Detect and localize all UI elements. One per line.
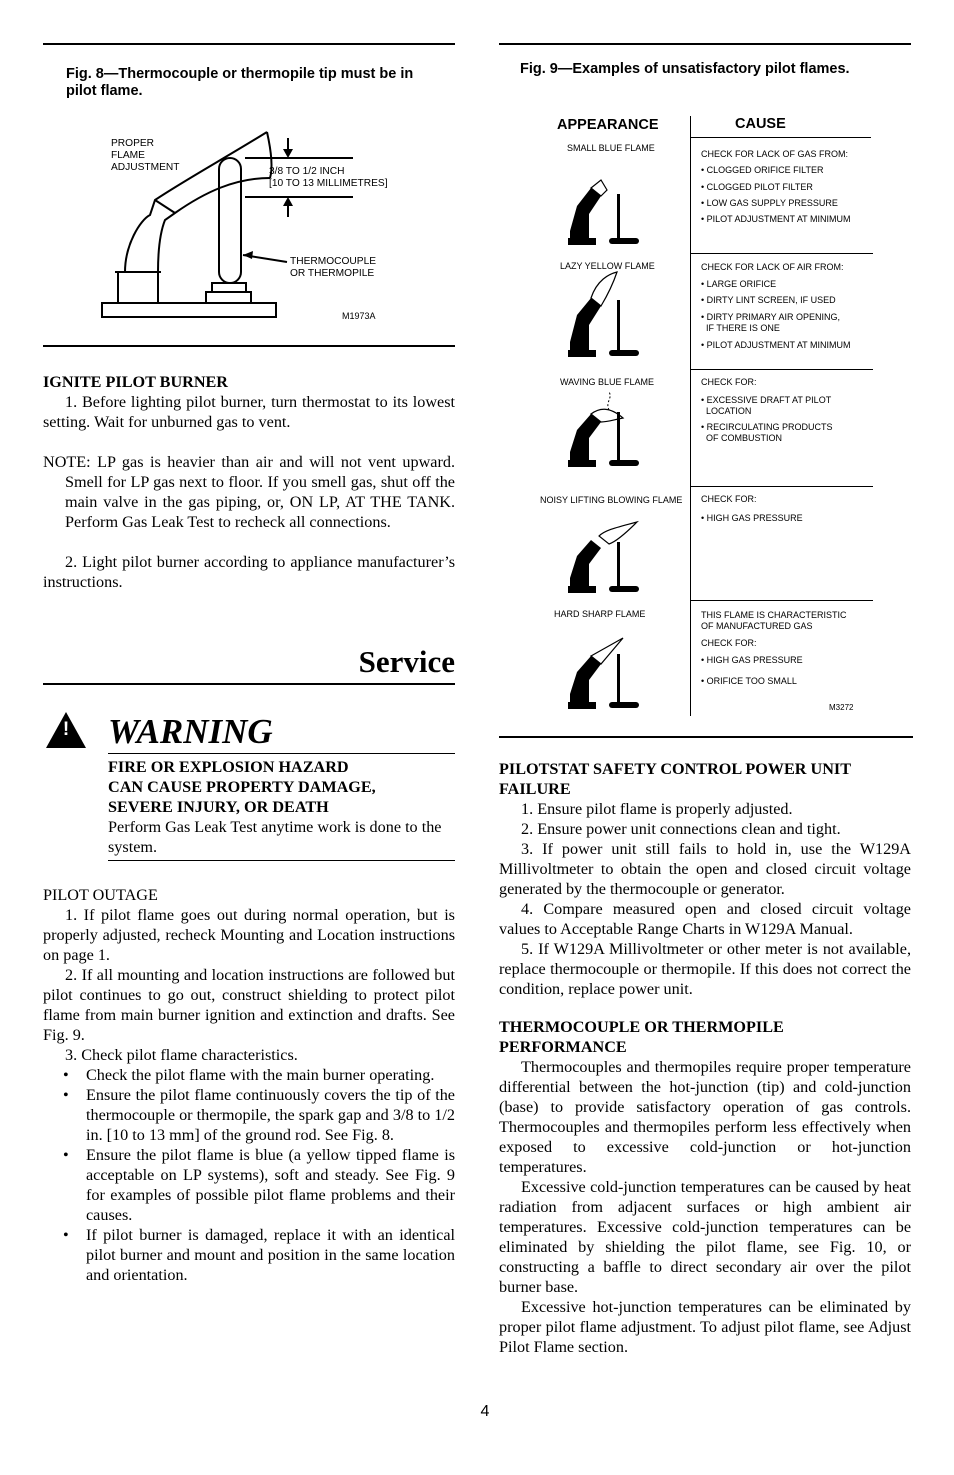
fig9-burner-lazy-yellow bbox=[565, 270, 645, 360]
bullet-dot: • bbox=[63, 1146, 69, 1164]
ignite-note-lead: NOTE: bbox=[43, 453, 91, 471]
performance-paragraph-3: Excessive hot-junction temperatures can be eliminated by proper pilot flame adjustment. To adjust pilot flame, see Adjust Pilot Flame section. bbox=[499, 1298, 911, 1356]
outage-bullet bbox=[43, 1085, 455, 1145]
warning-hazard-2: CAN CAUSE PROPERTY DAMAGE, bbox=[108, 778, 376, 796]
ignite-section bbox=[43, 372, 455, 592]
fig9-burner-noisy-lifting bbox=[565, 516, 645, 596]
fig9-cause-list: CHECK FOR LACK OF AIR FROM: • LARGE ORIFICE • DIRTY LINT SCREEN, IF USED • DIRTY PRIMARY AIR OPENING, IF THERE IS ONE • PILOT ADJUSTMENT AT MINIMUM bbox=[701, 262, 851, 350]
fig9-burner-hard-sharp bbox=[565, 632, 645, 712]
fig9-flame-label: NOISY LIFTING BLOWING FLAME bbox=[540, 495, 683, 505]
fig9-burner-small-blue bbox=[565, 176, 645, 246]
warning-top-rule bbox=[108, 753, 455, 754]
service-title: Service bbox=[358, 644, 455, 679]
fig8-caption: Fig. 8—Thermocouple or thermopile tip must be in pilot flame. bbox=[66, 66, 414, 99]
fig9-col-cause: CAUSE bbox=[735, 116, 786, 132]
bullet-dot: • bbox=[63, 1086, 69, 1104]
warning-text: Perform Gas Leak Test anytime work is done to the system. bbox=[108, 818, 442, 856]
fig9-row-rule bbox=[691, 369, 873, 370]
fig8-code: M1973A bbox=[342, 311, 376, 321]
performance-heading-1: THERMOCOUPLE OR THERMOPILE bbox=[499, 1018, 784, 1036]
outage-bullet bbox=[43, 1225, 455, 1285]
bullet-dot: • bbox=[63, 1226, 69, 1244]
fig9-cause-list: THIS FLAME IS CHARACTERISTIC OF MANUFACTURED GAS CHECK FOR: • HIGH GAS PRESSURE • ORIFICE TOO SMALL bbox=[701, 610, 847, 686]
performance-paragraph-2: Excessive cold-junction temperatures can be caused by heat radiation from adjacent surfaces or high ambient air temperatures. Excessive cold-junction temperatures can be eliminated by shielding the pilot flame, see Fig. 10, or constructing a baffle to direct secondary air over the pilot burner base. bbox=[499, 1178, 911, 1296]
outage-step-1: 1. If pilot flame goes out during normal operation, but is properly adjusted, recheck Mounting and Location instructions on page 1. bbox=[43, 906, 455, 964]
fig8-label-flame: PROPER FLAME ADJUSTMENT bbox=[111, 138, 180, 173]
outage-bullet-text: If pilot burner is damaged, replace it with an identical pilot burner and mount and position in the same location and orientation. bbox=[86, 1226, 455, 1284]
ignite-note bbox=[43, 452, 455, 532]
pilotstat-heading-1: PILOTSTAT SAFETY CONTROL POWER UNIT bbox=[499, 760, 851, 778]
outage-step-3: 3. Check pilot flame characteristics. bbox=[65, 1046, 298, 1064]
warning-icon-mark: ! bbox=[62, 719, 70, 740]
warning-title: WARNING bbox=[108, 712, 273, 751]
fig9-cause-list: CHECK FOR LACK OF GAS FROM: • CLOGGED ORIFICE FILTER • CLOGGED PILOT FILTER • LOW GAS SUPPLY PRESSURE • PILOT ADJUSTMENT AT MINIMUM bbox=[701, 149, 851, 225]
fig9-flame-label: WAVING BLUE FLAME bbox=[560, 377, 655, 387]
pilotstat-heading-2: FAILURE bbox=[499, 780, 571, 798]
ignite-note-text: LP gas is heavier than air and will not vent upward. Smell for LP gas next to floor. If you smell gas, shut off the main valve in the gas piping, or, ON LP, AT THE TANK. Perform Gas Leak Test to recheck all connections. bbox=[65, 453, 455, 531]
service-rule bbox=[43, 683, 455, 685]
fig9-cause-list: CHECK FOR: • EXCESSIVE DRAFT AT PILOT LOCATION • RECIRCULATING PRODUCTS OF COMBUSTION bbox=[701, 377, 833, 443]
fig8-bottom-rule bbox=[43, 345, 455, 347]
fig9-code: M3272 bbox=[829, 703, 854, 712]
warning-bottom-rule bbox=[108, 860, 455, 861]
fig8-top-rule bbox=[43, 43, 455, 45]
outage-bullet-text: Ensure the pilot flame is blue (a yellow tipped flame is acceptable on LP systems), soft and steady. See Fig. 9 for examples of possible pilot flame problems and their causes. bbox=[86, 1146, 455, 1224]
page-number: 4 bbox=[480, 1403, 490, 1420]
ignite-heading: IGNITE PILOT BURNER bbox=[43, 373, 229, 391]
fig9-caption: Fig. 9—Examples of unsatisfactory pilot flames. bbox=[520, 61, 850, 77]
performance-paragraph-1: Thermocouples and thermopiles require proper temperature differential between the hot-junction (tip) and cold-junction (base) to provide satisfactory operation of gas controls. Thermocouples and thermopiles perform less effectively when exposed to excessive cold-junction or hot-junction temperatures. bbox=[499, 1058, 911, 1176]
outage-heading: PILOT OUTAGE bbox=[43, 886, 158, 904]
fig9-flame-label: LAZY YELLOW FLAME bbox=[560, 261, 655, 271]
fig9-burner-waving-blue bbox=[565, 390, 645, 470]
warning-body bbox=[108, 757, 455, 857]
bullet-dot: • bbox=[63, 1066, 69, 1084]
fig9-row-rule bbox=[691, 486, 873, 487]
pilotstat-step-3: 3. If power unit still fails to hold in, use the W129A Millivoltmeter to obtain the open and closed circuit voltage generated by the thermocouple or generator. bbox=[499, 840, 911, 898]
fig9-flame-label: HARD SHARP FLAME bbox=[554, 609, 646, 619]
outage-step-2: 2. If all mounting and location instructions are followed but pilot continues to go out, construct shielding to protect pilot flame from main burner ignition and extinction and drafts. See Fig. 9. bbox=[43, 966, 455, 1044]
fig9-cause-list: CHECK FOR: • HIGH GAS PRESSURE bbox=[701, 494, 803, 523]
fig9-column-divider bbox=[690, 116, 691, 716]
outage-bullet-text: Ensure the pilot flame continuously covers the tip of the thermocouple or thermopile, the spark gap and 3/8 to 1/2 in. [10 to 13 mm] of the ground rod. See Fig. 8. bbox=[86, 1086, 455, 1144]
pilotstat-step-1: 1. Ensure pilot flame is properly adjusted. bbox=[521, 800, 793, 818]
warning-hazard-1: FIRE OR EXPLOSION HAZARD bbox=[108, 758, 349, 776]
pilotstat-section bbox=[499, 759, 911, 999]
pilotstat-step-4: 4. Compare measured open and closed circuit voltage values to Acceptable Range Charts in W129A Manual. bbox=[499, 900, 911, 938]
warning-hazard-3: SEVERE INJURY, OR DEATH bbox=[108, 798, 329, 816]
fig8-label-thermocouple: THERMOCOUPLE OR THERMOPILE bbox=[290, 256, 377, 279]
performance-heading-2: PERFORMANCE bbox=[499, 1038, 627, 1056]
outage-bullet-text: Check the pilot flame with the main burner operating. bbox=[86, 1066, 435, 1084]
fig9-header-rule bbox=[691, 137, 871, 138]
outage-bullet bbox=[43, 1145, 455, 1225]
fig8-label-dimension: 3/8 TO 1/2 INCH [10 TO 13 MILLIMETRES] bbox=[269, 166, 388, 189]
outage-section bbox=[43, 885, 455, 1285]
fig9-row-rule bbox=[691, 253, 873, 254]
fig9-top-rule bbox=[499, 43, 911, 45]
pilotstat-step-2: 2. Ensure power unit connections clean and tight. bbox=[521, 820, 841, 838]
ignite-step-2: 2. Light pilot burner according to appliance manufacturer’s instructions. bbox=[43, 553, 455, 591]
outage-bullet bbox=[43, 1065, 455, 1085]
pilotstat-step-5: 5. If W129A Millivoltmeter or other meter is not available, replace thermocouple or thermopile. If this does not correct the condition, replace power unit. bbox=[499, 940, 911, 998]
fig9-row-rule bbox=[691, 600, 873, 601]
fig9-col-appearance: APPEARANCE bbox=[557, 117, 659, 133]
ignite-step-1: 1. Before lighting pilot burner, turn thermostat to its lowest setting. Wait for unburned gas to vent. bbox=[43, 393, 455, 431]
performance-section bbox=[499, 1017, 911, 1357]
fig9-flame-label: SMALL BLUE FLAME bbox=[567, 143, 655, 153]
fig9-bottom-rule bbox=[499, 736, 913, 738]
